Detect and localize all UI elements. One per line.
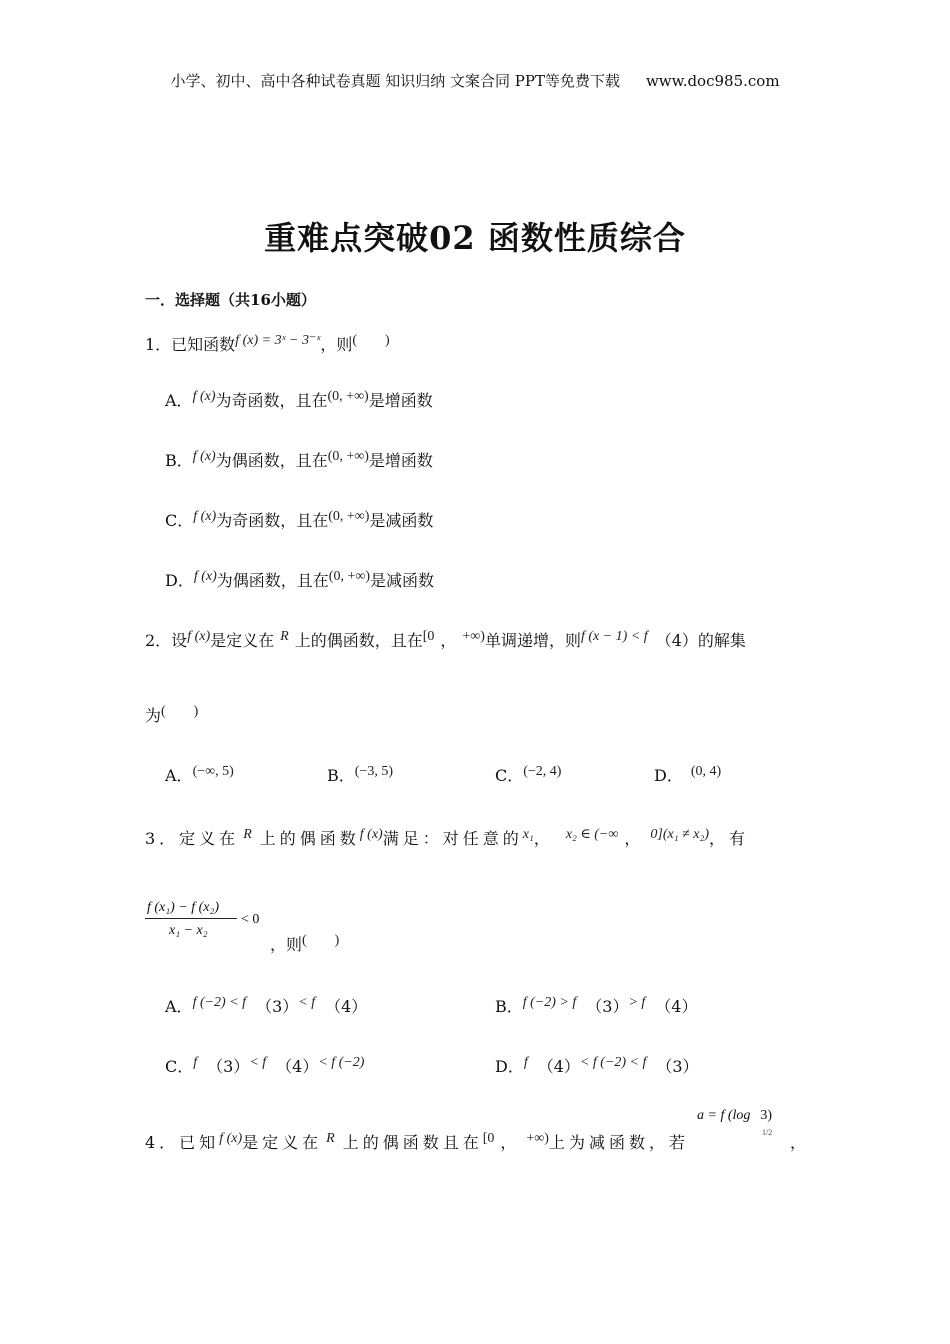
q2-paren: ( ): [161, 704, 199, 719]
q3-ze: [270, 932, 339, 955]
q2-fx: f (x): [187, 629, 211, 644]
q1-option-d[interactable]: [165, 568, 434, 591]
option-math: f: [523, 1055, 528, 1070]
q3-R: R: [243, 827, 256, 842]
q3-text: ，则: [270, 935, 303, 954]
option-text: 为奇函数，且在: [216, 511, 329, 530]
option-math: (0, +∞): [327, 449, 369, 464]
header-text: 小学、初中、高中各种试卷真题 知识归纳 文案合同 PPT等免费下载: [170, 72, 620, 90]
option-math: f (−2) < f: [192, 995, 247, 1010]
option-text: （4）: [276, 1057, 319, 1076]
option-math: < f: [298, 995, 316, 1010]
q4-interval: +∞): [526, 1131, 549, 1146]
page-header: [0, 70, 950, 91]
option-label: D．: [495, 1057, 524, 1076]
option-math: (0, 4): [690, 764, 722, 779]
option-text: （4）: [655, 997, 698, 1016]
q2-option-b[interactable]: [327, 763, 393, 786]
q3-paren: ( ): [302, 933, 340, 948]
q3-fx: f (x): [359, 827, 383, 842]
q4-fx: f (x): [219, 1131, 243, 1146]
option-text: 为奇函数，且在: [215, 391, 328, 410]
q2-interval: [0: [422, 629, 435, 644]
fraction-relation: < 0: [241, 912, 260, 927]
option-text: 为偶函数，且在: [215, 451, 328, 470]
question-2-stem: [145, 628, 746, 651]
q1-option-a[interactable]: [165, 388, 433, 411]
q2-text: 是定义在: [210, 631, 275, 650]
q4-a-expression: [697, 1108, 772, 1124]
option-math: < f (−2) < f: [579, 1055, 647, 1070]
option-label: A．: [165, 766, 193, 785]
option-label: D．: [165, 571, 194, 590]
fraction-denominator: x₁ − x₂: [169, 923, 208, 938]
q4-comma: ，: [500, 1133, 521, 1152]
option-text: （3）: [656, 1057, 699, 1076]
q3-fraction: [145, 900, 260, 939]
header-url[interactable]: www.doc985.com: [645, 72, 780, 90]
q2-option-a[interactable]: [165, 763, 234, 786]
question-1-stem: [145, 332, 390, 355]
q1-option-c[interactable]: [165, 508, 433, 531]
option-text: 为偶函数，且在: [216, 571, 329, 590]
q2-text: （4）的解集: [655, 631, 746, 650]
q1-math: f (x) = 3ˣ − 3⁻ˣ: [235, 333, 321, 348]
option-label: B．: [165, 451, 193, 470]
option-math: (−3, 5): [354, 764, 393, 779]
q3-comma: ，: [533, 829, 554, 848]
question-3-stem: [145, 826, 805, 849]
option-text: （3）: [586, 997, 629, 1016]
option-text: 是增函数: [368, 391, 433, 410]
option-math: f (x): [193, 509, 217, 524]
q4-trailing-comma: ，: [790, 1133, 807, 1152]
q3-option-c[interactable]: [165, 1054, 364, 1077]
option-math: f: [193, 1055, 198, 1070]
q1-option-b[interactable]: [165, 448, 433, 471]
option-math: (−2, 4): [523, 764, 562, 779]
option-math: (−∞, 5): [192, 764, 234, 779]
q2-option-d[interactable]: [654, 763, 721, 786]
q2-R: R: [280, 629, 289, 644]
q4-a-expr: a = f (log: [697, 1108, 751, 1123]
q2-text: 为: [145, 706, 162, 725]
q3-option-b[interactable]: [495, 994, 697, 1017]
option-math: (0, +∞): [328, 569, 370, 584]
q3-text: 上的偶函数: [259, 829, 360, 848]
q1-suffix: ，则: [320, 335, 353, 354]
option-text: （4）: [537, 1057, 580, 1076]
q2-prefix: 2．设: [145, 631, 188, 650]
option-math: f (x): [193, 569, 217, 584]
question-4-stem: [145, 1130, 805, 1153]
option-label: B．: [327, 766, 355, 785]
option-math: f (x): [192, 449, 216, 464]
q2-interval: +∞): [462, 629, 485, 644]
option-label: B．: [495, 997, 523, 1016]
q2-text: 上的偶函数，且在: [294, 631, 423, 650]
option-label: C．: [495, 766, 524, 785]
q3-prefix: 3．定义在: [145, 829, 240, 848]
option-math: f (x): [192, 389, 216, 404]
q3-comma: ，: [624, 829, 645, 848]
option-label: D．: [654, 766, 683, 785]
option-label: A．: [165, 997, 193, 1016]
option-label: C．: [165, 1057, 194, 1076]
option-text: 是减函数: [370, 571, 435, 590]
q3-text: ，有: [709, 829, 750, 848]
q4-log-base: 1/2: [762, 1128, 773, 1137]
option-text: （3）: [256, 997, 299, 1016]
q4-prefix: 4．已知: [145, 1133, 220, 1152]
q3-cond: 0](x₁ ≠ x₂): [650, 827, 710, 842]
q1-paren: ( ): [352, 333, 390, 348]
q3-option-d[interactable]: [495, 1054, 699, 1077]
q4-text: 上为减函数，若: [548, 1133, 689, 1152]
option-label: C．: [165, 511, 194, 530]
option-text: （4）: [325, 997, 368, 1016]
q4-R: R: [326, 1131, 339, 1146]
q1-prefix: 1．已知函数: [145, 335, 236, 354]
q3-text: 满足：对任意的: [382, 829, 523, 848]
option-math: > f: [628, 995, 646, 1010]
q2-text: 单调递增，则: [484, 631, 581, 650]
q4-text: 是定义在: [242, 1133, 323, 1152]
option-math: f (−2) > f: [522, 995, 577, 1010]
q3-x1: x₁: [522, 827, 534, 842]
option-text: （3）: [207, 1057, 250, 1076]
option-text: 是减函数: [369, 511, 434, 530]
option-math: < f (−2): [318, 1055, 365, 1070]
q3-option-a[interactable]: [165, 994, 367, 1017]
option-math: (0, +∞): [327, 389, 369, 404]
option-math: < f: [249, 1055, 267, 1070]
q2-ineq: f (x − 1) < f: [580, 629, 648, 644]
q4-a-arg: 3): [760, 1108, 773, 1123]
q4-interval: [0: [482, 1131, 495, 1146]
section-heading: 一．选择题（共16小题）: [145, 291, 316, 309]
q2-comma: ，: [440, 631, 457, 650]
q3-x2: x₂ ∈ (−∞: [565, 827, 619, 842]
option-text: 是增函数: [368, 451, 433, 470]
page-title: 重难点突破02 函数性质综合: [264, 219, 686, 257]
option-label: A．: [165, 391, 193, 410]
q2-option-c[interactable]: [495, 763, 561, 786]
question-2-stem-line2: [145, 703, 198, 726]
fraction-numerator: f (x₁) − f (x₂): [147, 900, 220, 915]
option-math: (0, +∞): [328, 509, 370, 524]
q4-text: 上的偶函数且在: [342, 1133, 483, 1152]
